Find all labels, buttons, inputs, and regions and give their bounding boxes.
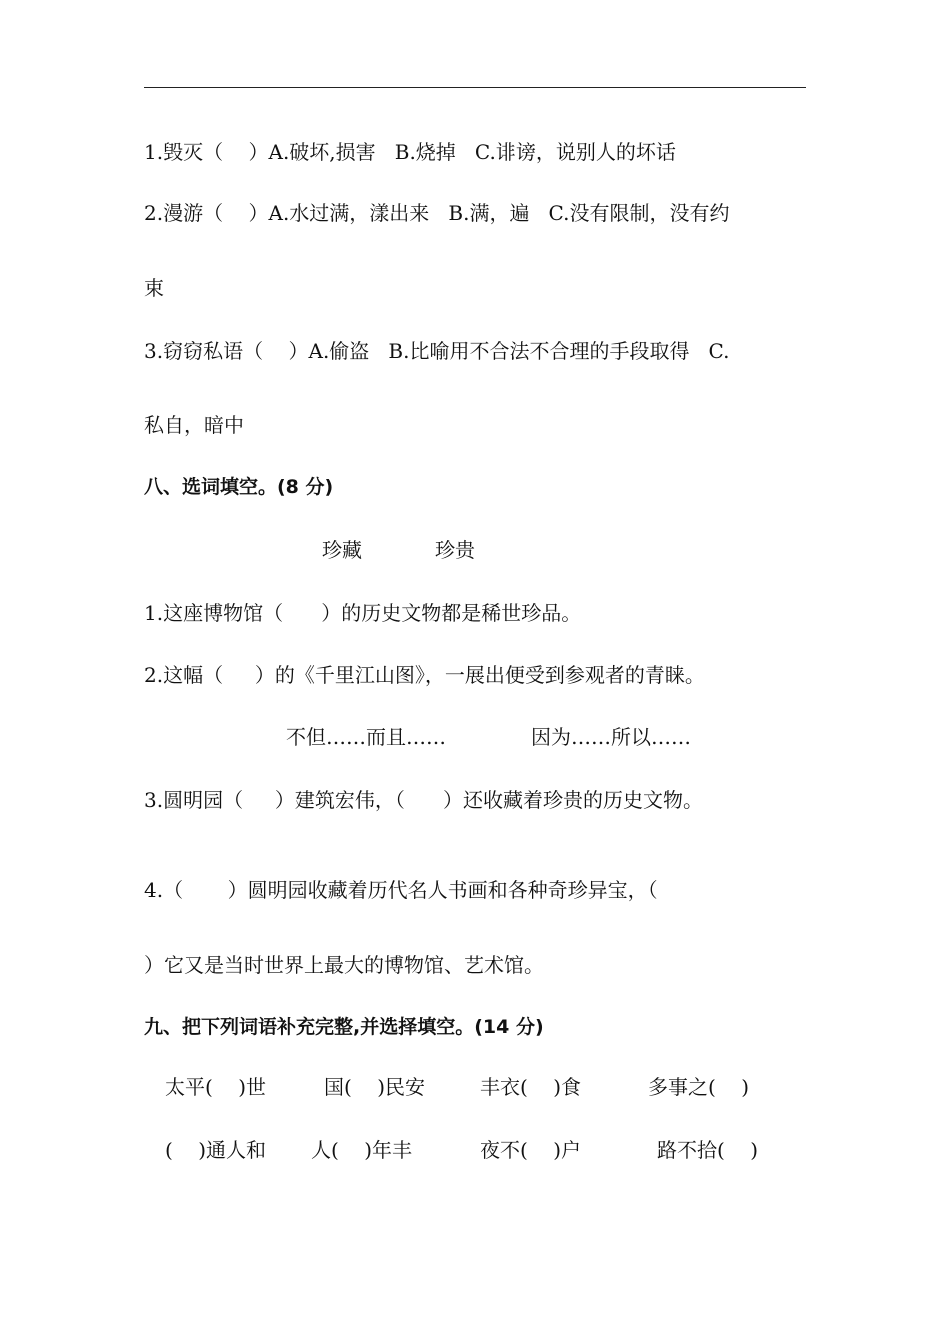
q8-sentence-4: 4.（ ）圆明园收藏着历代名人书画和各种奇珍异宝，（	[144, 878, 658, 902]
idiom-blank: 丰衣( )食	[480, 1075, 582, 1099]
header-rule	[144, 87, 806, 88]
q8-sentence-2: 2.这幅（ ）的《千里江山图》，一展出便受到参观者的青睐。	[144, 663, 705, 687]
section-8-title: 八、选词填空。(8 分)	[144, 476, 334, 498]
word-choice: 珍藏	[322, 538, 362, 562]
idiom-blank: 路不拾( )	[657, 1138, 759, 1162]
idiom-blank: 人( )年丰	[311, 1138, 413, 1162]
q7-item-3-continued: 私自，暗中	[144, 413, 244, 437]
q8-sentence-4-continued: ）它又是当时世界上最大的博物馆、艺术馆。	[144, 953, 544, 977]
q7-item-1: 1.毁灭（ ）A.破坏,损害 B.烧掉 C.诽谤，说别人的坏话	[144, 140, 676, 164]
idiom-blank: 多事之( )	[648, 1075, 750, 1099]
section-9-title: 九、把下列词语补充完整,并选择填空。(14 分)	[144, 1016, 544, 1038]
q8-sentence-3: 3.圆明园（ ）建筑宏伟，（ ）还收藏着珍贵的历史文物。	[144, 788, 704, 812]
idiom-blank: 太平( )世	[165, 1075, 267, 1099]
idiom-blank: ( )通人和	[165, 1138, 267, 1162]
conjunction-choice: 因为……所以……	[531, 725, 691, 749]
idiom-blank: 夜不( )户	[480, 1138, 582, 1162]
idiom-blank: 国( )民安	[324, 1075, 426, 1099]
q8-sentence-1: 1.这座博物馆（ ）的历史文物都是稀世珍品。	[144, 601, 582, 625]
conjunction-choice: 不但……而且……	[286, 725, 446, 749]
q7-item-2-continued: 束	[144, 276, 164, 300]
q7-item-2: 2.漫游（ ）A.水过满，漾出来 B.满，遍 C.没有限制，没有约	[144, 201, 730, 225]
q7-item-3: 3.窃窃私语（ ）A.偷盗 B.比喻用不合法不合理的手段取得 C.	[144, 339, 730, 363]
word-choice: 珍贵	[435, 538, 475, 562]
